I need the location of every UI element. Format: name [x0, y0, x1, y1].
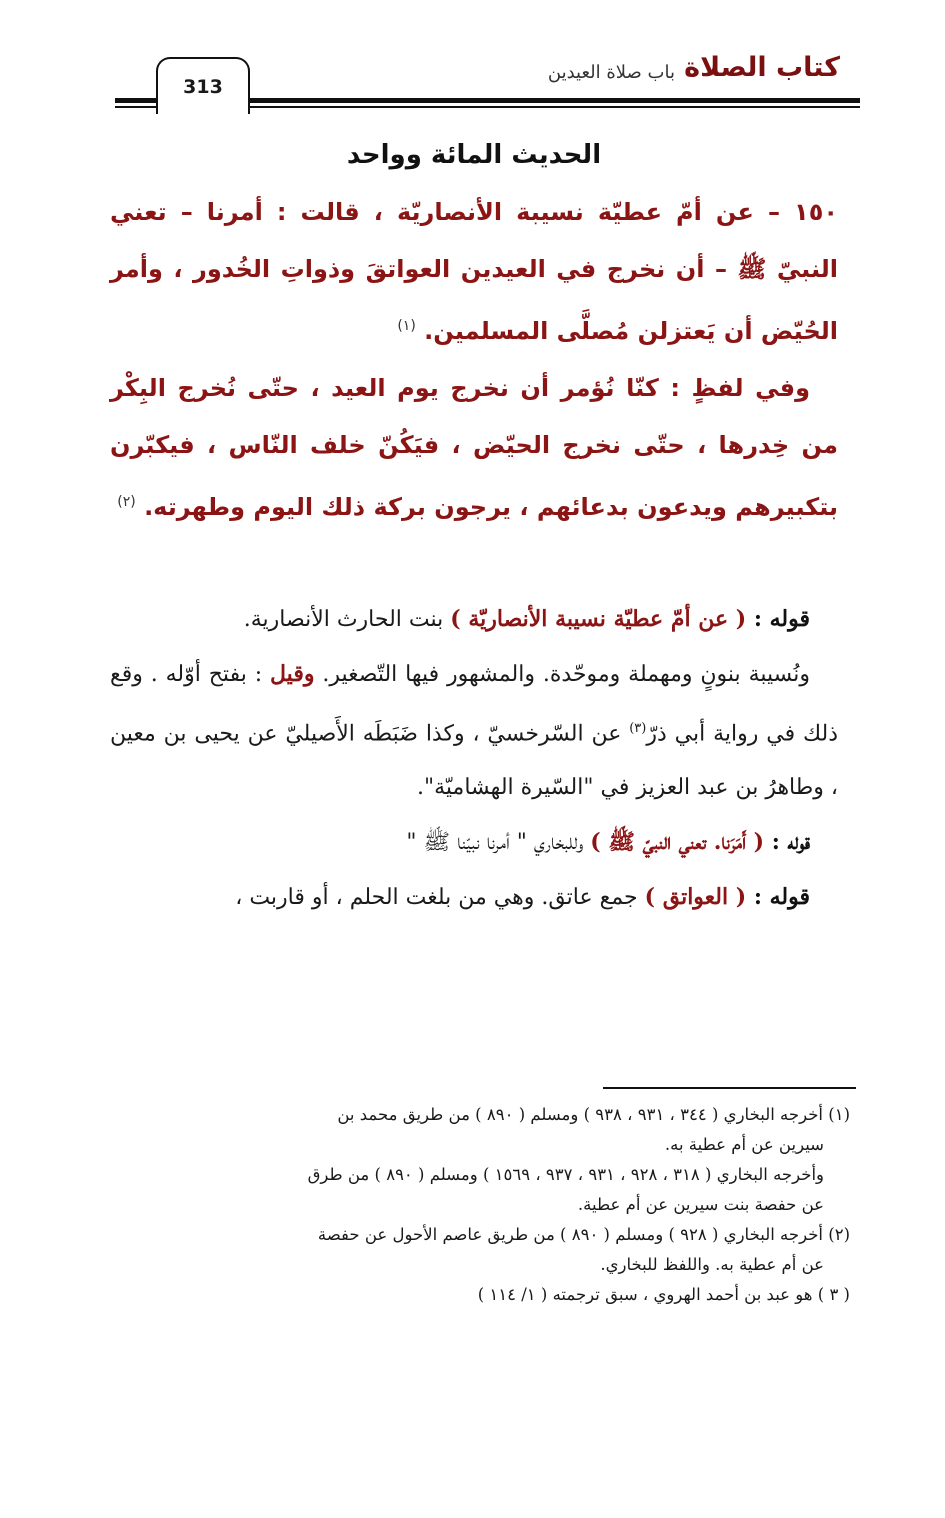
page-header	[0, 0, 945, 120]
footnote-separator	[603, 1087, 856, 1089]
commentary-text: بنت الحارث الأنصارية.	[243, 607, 451, 632]
footnotes	[110, 1100, 850, 1310]
qila-marker: وقيل	[270, 661, 315, 687]
footnote-1-line: عن حفصة بنت سيرين عن أم عطية.	[577, 1195, 824, 1214]
commentary-text: جمع عاتق. وهي من بلغت الحلم ، أو قاربت ،	[235, 885, 645, 911]
commentary-paragraph-1	[110, 592, 838, 647]
qawluhu-label: قوله :	[746, 884, 810, 911]
main-text	[110, 140, 838, 925]
footnote-ref-1[interactable]: (١)	[397, 318, 416, 334]
commentary-paragraph-3	[110, 815, 838, 870]
footnote-2-line: (٢) أخرجه البخاري ( ٩٢٨ ) ومسلم ( ٨٩٠ ) من طريق عاصم الأحول عن حفصة	[317, 1225, 850, 1244]
page-number: 313	[156, 57, 250, 114]
quoted-phrase: ( عن أمّ عطيّة نسيبة الأنصاريّة )	[450, 606, 747, 632]
quoted-phrase: ( أَمَرَنا. تعني النبيّ ﷺ )	[590, 829, 765, 856]
chapter-title: باب صلاة العيدين	[547, 62, 675, 83]
commentary-text: ونُسيبة بنونٍ ومهملة وموحّدة. والمشهور فيها التّصغير.	[314, 662, 811, 687]
hadith-paragraph-1	[110, 184, 838, 360]
qawluhu-label: قوله :	[764, 829, 810, 856]
hadith-paragraph-2	[110, 360, 838, 536]
hadith-text-1: ١٥٠ – عن أمّ عطيّة نسيبة الأنصاريّة ، قالت : أمرنا – تعني النبيّ ﷺ – أن نخرج في العيدين العواتقَ وذواتِ الخُدور ، وأمر الحُيّض أن يَعتزلن مُصلَّى المسلمين.	[110, 198, 838, 345]
commentary-text: وللبخاري " أمرنا نبيّنا ﷺ "	[406, 830, 591, 856]
quoted-phrase: ( العواتق )	[644, 884, 747, 911]
footnote-2-line: عن أم عطية به. واللفظ للبخاري.	[600, 1255, 824, 1274]
footnote-ref-2[interactable]: (٢)	[117, 494, 136, 510]
hadith-heading: الحديث المائة وواحد	[346, 140, 602, 170]
commentary-text: : بفتح أوّله . وقع ذلك في رواية أبي ذرّ	[110, 662, 839, 747]
footnote-1-line: سيرين عن أم عطية به.	[664, 1135, 824, 1154]
footnote-ref-3[interactable]: (٣)	[629, 721, 647, 736]
hadith-text-2: وفي لفظٍ : كنّا نُؤمر أن نخرج يوم العيد ، حتّى نُخرج البِكْر من خِدرها ، حتّى نخرج الحيّض ، فيَكُنّ خلف النّاس ، فيكبّرن بتكبيرهم ويدعون بدعائهم ، يرجون بركة ذلك اليوم وطهرته.	[110, 374, 838, 521]
footnote-1-line: (١) أخرجه البخاري ( ٣٤٤ ، ٩٣١ ، ٩٣٨ ) ومسلم ( ٨٩٠ ) من طريق محمد بن	[337, 1105, 850, 1124]
qawluhu-label: قوله :	[746, 606, 810, 632]
commentary	[110, 592, 838, 925]
commentary-paragraph-4	[110, 870, 838, 925]
book-title: كتاب الصلاة	[684, 52, 840, 83]
commentary-text: عن السّرخسيّ ، وكذا ضَبَطَه الأَصيليّ عن يحيى بن معين ، وطاهرُ بن عبد العزيز في "السّيرة الهشاميّة".	[110, 721, 838, 801]
footnote-1-line: وأخرجه البخاري ( ٣١٨ ، ٩٢٨ ، ٩٣١ ، ٩٣٧ ، ١٥٦٩ ) ومسلم ( ٨٩٠ ) من طرق	[307, 1165, 824, 1184]
commentary-paragraph-2	[110, 647, 838, 815]
footnote-3-line: ( ٣ ) هو عبد بن أحمد الهروي ، سبق ترجمته ( ١/ ١١٤ )	[477, 1285, 850, 1304]
